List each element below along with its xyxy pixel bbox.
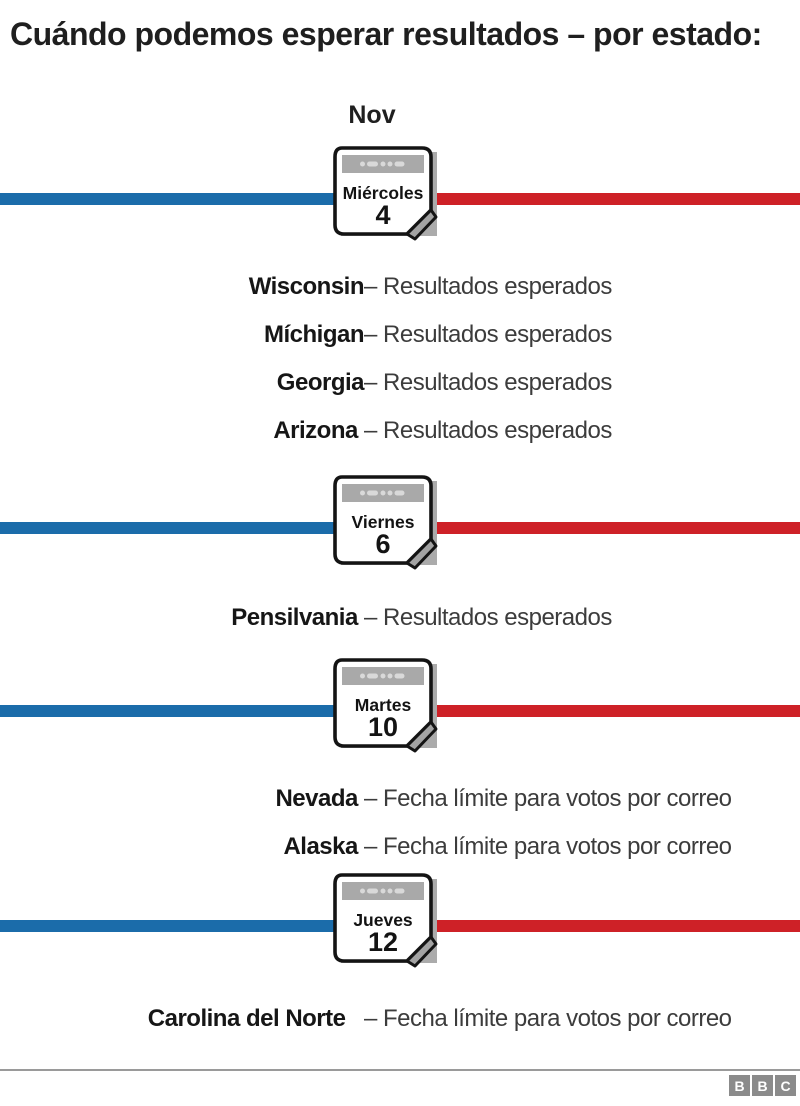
timeline-line-red [385,193,800,205]
calendar-day-number: 12 [367,927,399,957]
calendar-header [342,667,424,685]
state-name: Alaska [283,833,364,860]
calendar-day-name: Viernes [351,512,415,532]
state-name: Wisconsin [248,273,364,300]
timeline-entry [0,784,800,814]
calendar-day-name: Miércoles [342,183,424,203]
state-note: – Resultados esperados [364,417,612,444]
timeline-line-blue [0,193,385,205]
calendar-header [342,882,424,900]
timeline-line-red [385,920,800,932]
state-name: Carolina del Norte [147,1005,364,1032]
timeline-line-red [385,522,800,534]
state-name: Pensilvania [231,604,364,631]
calendar-graphic [333,873,443,973]
calendar-day-name: Martes [354,695,412,715]
timeline-line-red [385,705,800,717]
timeline-entry [0,603,800,633]
month-label: Nov [348,101,396,129]
state-name: Nevada [275,785,364,812]
state-note: – Resultados esperados [364,321,612,348]
calendar-icon [333,873,443,973]
calendar-header [342,155,424,173]
timeline-line-blue [0,705,385,717]
state-name: Georgia [276,369,364,396]
page-title: Cuándo podemos esperar resultados – por estado: [10,16,762,52]
state-note: – Fecha límite para votos por correo [364,1005,732,1032]
footer-divider [0,1069,800,1071]
timeline-entry [0,320,800,350]
bbc-logo-block: C [775,1075,796,1096]
bbc-logo-block: B [752,1075,773,1096]
calendar-icon [333,475,443,575]
timeline-entry [0,1004,800,1034]
calendar-day-number: 10 [367,712,399,742]
state-note: – Resultados esperados [364,369,612,396]
timeline-entry [0,368,800,398]
bbc-logo [729,1075,796,1096]
state-note: – Fecha límite para votos por correo [364,785,732,812]
calendar-graphic [333,146,443,246]
timeline-entry [0,272,800,302]
timeline-line-blue [0,522,385,534]
calendar-day-number: 4 [375,200,391,230]
calendar-icon [333,658,443,758]
state-note: – Resultados esperados [364,273,612,300]
calendar-graphic [333,658,443,758]
calendar-day-name: Jueves [353,910,413,930]
calendar-day-number: 6 [375,529,391,559]
calendar-header [342,484,424,502]
state-name: Míchigan [263,321,364,348]
timeline-entry [0,832,800,862]
bbc-logo-block: B [729,1075,750,1096]
calendar-graphic [333,475,443,575]
calendar-icon [333,146,443,246]
state-note: – Fecha límite para votos por correo [364,833,732,860]
state-note: – Resultados esperados [364,604,612,631]
timeline-entry [0,416,800,446]
timeline-line-blue [0,920,385,932]
state-name: Arizona [273,417,364,444]
